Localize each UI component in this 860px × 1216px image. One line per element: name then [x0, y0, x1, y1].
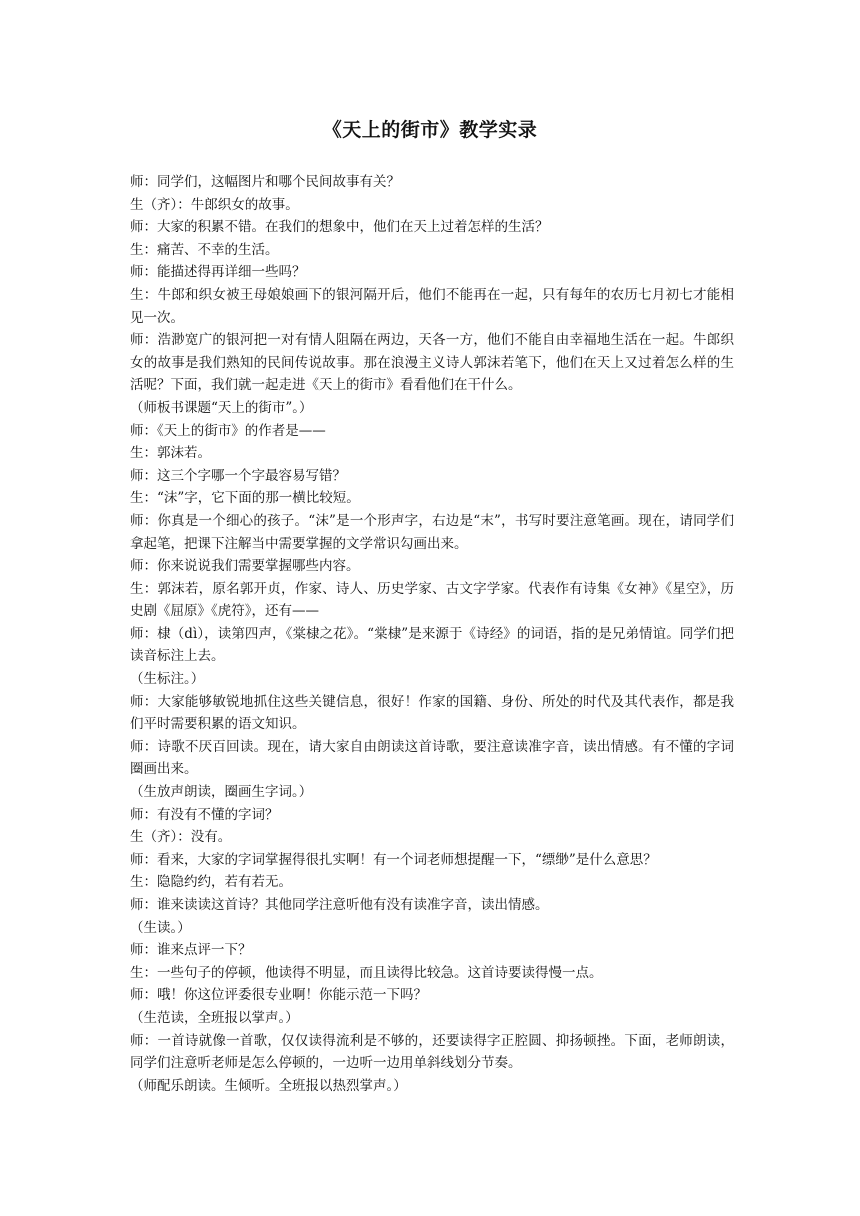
paragraph: （生放声朗读，圈画生字词。） [130, 784, 313, 801]
paragraph: （师配乐朗读。生倾听。全班报以热烈掌声。） [130, 1077, 407, 1094]
paragraph: （生范读，全班报以掌声。） [130, 1009, 299, 1026]
paragraph: （师板书课题“天上的街市”。） [130, 399, 313, 416]
paragraph: （生标注。） [130, 671, 205, 688]
paragraph: 师：能描述得再详细一些吗？ [130, 264, 306, 281]
paragraph: 师：诗歌不厌百回读。现在，请大家自由朗读这首诗歌，要注意读准字音，读出情感。有不懂的字词圈画出来。 [130, 738, 734, 778]
paragraph: 师：有没有不懂的字词？ [130, 806, 279, 823]
document-body [130, 171, 734, 1097]
paragraph: 师：棣（dì），读第四声，《棠棣之花》。“棠棣”是来源于《诗经》的词语，指的是兄弟情谊。同学们把读音标注上去。 [130, 625, 734, 665]
paragraph: 师：大家能够敏锐地抓住这些关键信息，很好！作家的国籍、身份、所处的时代及其代表作，都是我们平时需要积累的语文知识。 [130, 693, 734, 733]
paragraph: 师：谁来点评一下？ [130, 942, 252, 959]
paragraph: 生（齐）：没有。 [130, 829, 232, 846]
paragraph: 生：“沫”字，它下面的那一横比较短。 [130, 490, 360, 507]
paragraph: 师：哦！你这位评委很专业啊！你能示范一下吗？ [130, 987, 427, 1004]
paragraph: 生：隐隐约约，若有若无。 [130, 874, 292, 891]
paragraph: 师：看来，大家的字词掌握得很扎实啊！有一个词老师想提醒一下，“缥缈”是什么意思？ [130, 851, 657, 868]
paragraph: （生读。） [130, 919, 191, 936]
paragraph: 师：浩渺宽广的银河把一对有情人阻隔在两边，天各一方，他们不能自由幸福地生活在一起。牛郎织女的故事是我们熟知的民间传说故事。那在浪漫主义诗人郭沫若笔下，他们在天上又过着怎么样的生活呢？下面，我们就一起走进《天上的街市》看看他们在干什么。 [130, 332, 734, 394]
paragraph: 师：你来说说我们需要掌握哪些内容。 [130, 558, 360, 575]
paragraph: 师：你真是一个细心的孩子。“沫”是一个形声字，右边是“末”，书写时要注意笔画。现在，请同学们拿起笔，把课下注解当中需要掌握的文学常识勾画出来。 [130, 512, 734, 552]
paragraph: 师：谁来读读这首诗？其他同学注意听他有没有读准字音，读出情感。 [130, 897, 549, 913]
paragraph: 师：大家的积累不错。在我们的想象中，他们在天上过着怎样的生活？ [130, 219, 549, 236]
paragraph: 生：痛苦、不幸的生活。 [130, 241, 279, 258]
paragraph: 师：这三个字哪一个字最容易写错？ [130, 467, 346, 484]
document-title: 《天上的街市》教学实录 [322, 119, 538, 141]
paragraph: 生（齐）：牛郎织女的故事。 [130, 196, 299, 213]
paragraph: 生：一些句子的停顿，他读得不明显，而且读得比较急。这首诗要读得慢一点。 [130, 964, 603, 981]
paragraph: 师：一首诗就像一首歌，仅仅读得流利是不够的，还要读得字正腔圆、抑扬顿挫。下面，老师朗读，同学们注意听老师是怎么停顿的，一边听一边用单斜线划分节奏。 [130, 1032, 734, 1072]
paragraph: 师：《天上的街市》的作者是—— [130, 422, 326, 439]
paragraph: 生：郭沫若。 [130, 445, 211, 462]
paragraph: 生：郭沫若，原名郭开贞，作家、诗人、历史学家、古文字学家。代表作有诗集《女神》《星空》，历史剧《屈原》《虎符》，还有—— [130, 580, 734, 620]
paragraph: 生：牛郎和织女被王母娘娘画下的银河隔开后，他们不能再在一起，只有每年的农历七月初七才能相见一次。 [130, 286, 734, 326]
paragraph: 师：同学们，这幅图片和哪个民间故事有关？ [130, 174, 400, 190]
